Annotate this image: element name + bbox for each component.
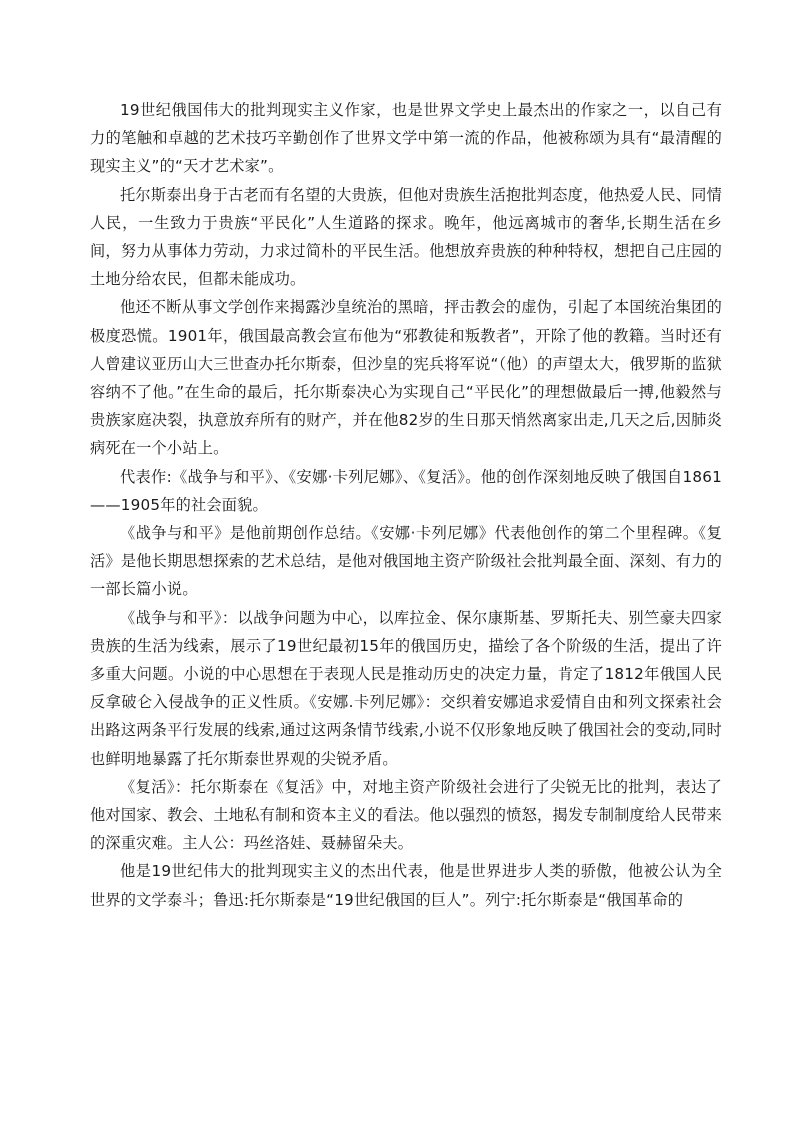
paragraph-war-and-peace: 《战争与和平》：以战争问题为中心，以库拉金、保尔康斯基、罗斯托夫、别竺豪夫四家贵族的生活为线索，展示了19世纪最初15年的俄国历史，描绘了各个阶级的生活，提出了许多重大问题。小说的中心思想在于表现人民是推动历史的决定力量，肯定了1812年俄国人民反拿破仑入侵战争的正义性质。《安娜.卡列尼娜》：交织着安娜追求爱情自由和列文探索社会出路这两条平行发展的线索,通过这两条情节线索,小说不仅形象地反映了俄国社会的变动,同时也鲜明地暴露了托尔斯泰世界观的尖锐矛盾。 [90, 608, 722, 768]
paragraph-resurrection: 《复活》：托尔斯泰在《复活》中，对地主资产阶级社会进行了尖锐无比的批判，表达了他对国家、教会、土地私有制和资本主义的看法。他以强烈的愤怒，揭发专制制度给人民带来的深重灾难。主人公：玛丝洛娃、聂赫留朵夫。 [90, 777, 722, 853]
paragraph-legacy: 他是19世纪伟大的批判现实主义的杰出代表，他是世界进步人类的骄傲，他被公认为全世界的文学泰斗；鲁迅:托尔斯泰是“19世纪俄国的巨人”。列宁:托尔斯泰是“俄国革命的 [90, 862, 722, 909]
paragraph-later-life: 他还不断从事文学创作来揭露沙皇统治的黑暗，抨击教会的虚伪，引起了本国统治集团的极度恐慌。1901年，俄国最高教会宣布他为“邪教徒和叛教者”，开除了他的教籍。当时还有人曾建议亚历山大三世查办托尔斯泰，但沙皇的宪兵将军说“（他）的声望太大，俄罗斯的监狱容纳不了他。”在生命的最后，托尔斯泰决心为实现自己“平民化”的理想做最后一搏,他毅然与贵族家庭决裂，执意放弃所有的财产，并在他82岁的生日那天悄然离家出走,几天之后,因肺炎病死在一个小站上。 [90, 298, 722, 458]
paragraph-major-works: 代表作:《战争与和平》、《安娜·卡列尼娜》、《复活》。他的创作深刻地反映了俄国自1861——1905年的社会面貌。 [90, 467, 722, 514]
paragraph-works-significance: 《战争与和平》是他前期创作总结。《安娜·卡列尼娜》代表他创作的第二个里程碑。《复活》是他长期思想探索的艺术总结，是他对俄国地主资产阶级社会批判最全面、深刻、有力的一部长篇小说。 [90, 524, 722, 599]
paragraph-intro: 19世纪俄国伟大的批判现实主义作家，也是世界文学史上最杰出的作家之一，以自己有力的笔触和卓越的艺术技巧辛勤创作了世界文学中第一流的作品，他被称颂为具有“最清醒的现实主义”的“天才艺术家”。 [90, 101, 722, 176]
paragraph-background: 托尔斯泰出身于古老而有名望的大贵族，但他对贵族生活抱批判态度，他热爱人民、同情人民，一生致力于贵族“平民化”人生道路的探求。晚年，他远离城市的奢华,长期生活在乡间，努力从事体力劳动，力求过简朴的平民生活。他想放弃贵族的种种特权，想把自己庄园的土地分给农民，但都未能成功。 [90, 185, 722, 289]
document-body [90, 96, 722, 914]
